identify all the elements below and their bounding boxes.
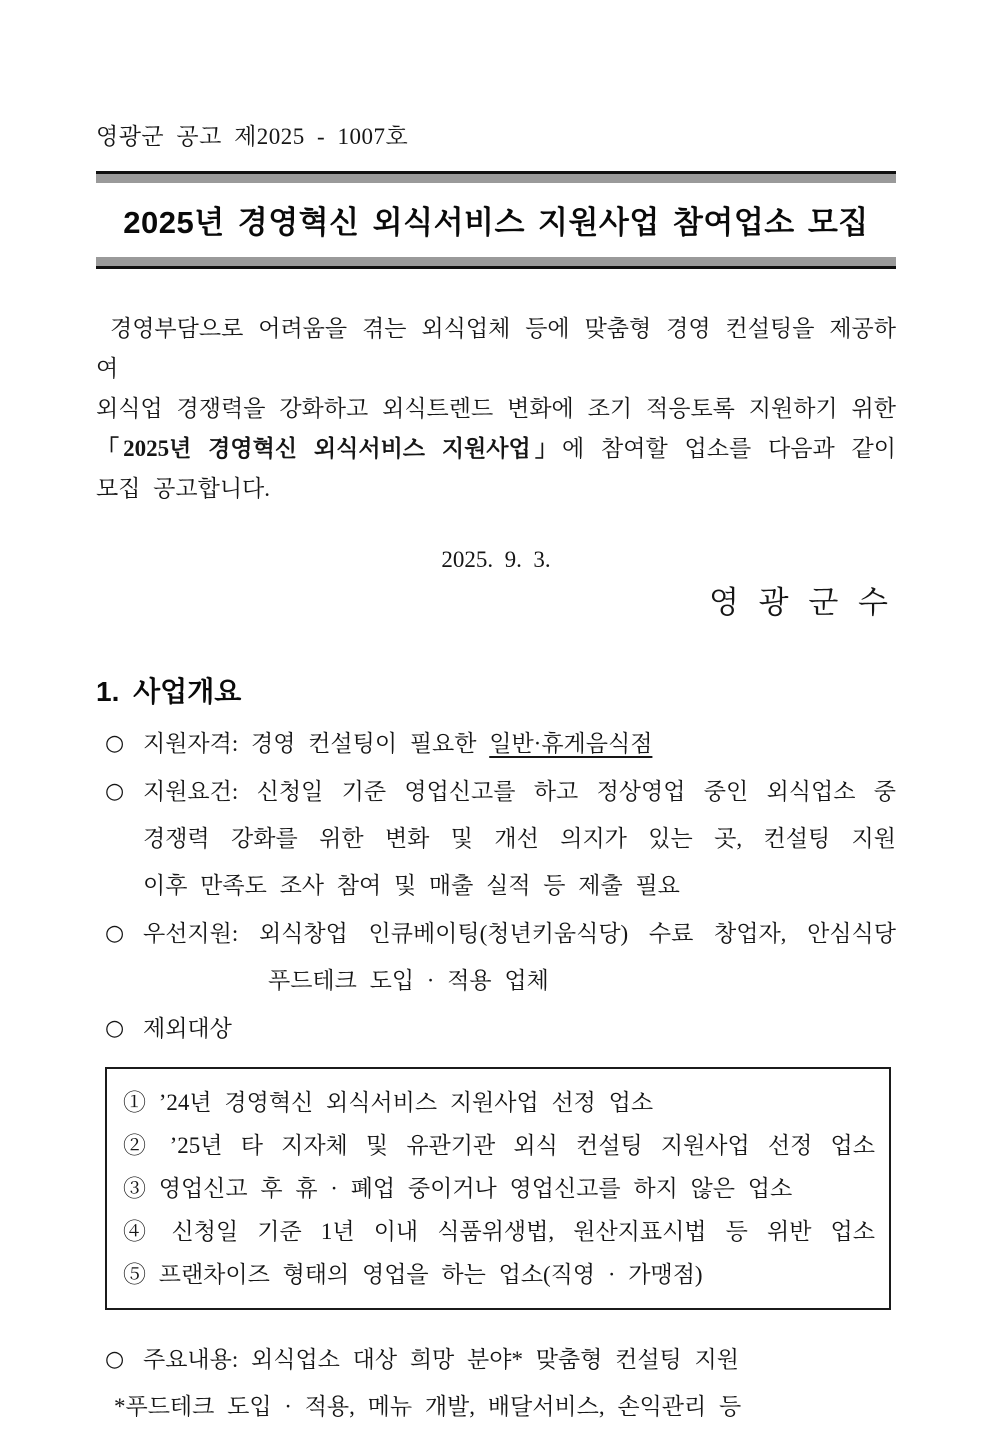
circle-bullet-icon: ○: [105, 921, 125, 946]
intro-line-3-rest: 에 참여할 업소를 다음과 같이: [561, 436, 896, 461]
qualification-underlined: 일반·휴게음식점: [489, 731, 653, 756]
intro-line-2: 외식업 경쟁력을 강화하고 외식트렌드 변화에 조기 적응토록 지원하기 위한: [96, 396, 896, 421]
bullet-requirement-text: [143, 768, 896, 909]
qualification-label: 지원자격: 경영 컨설팅이 필요한: [143, 731, 490, 756]
exclusion-item-3: ③ 영업신고 후 휴 · 폐업 중이거나 영업신고를 하지 않은 업소: [123, 1176, 793, 1201]
exclusion-item-1: ① ’24년 경영혁신 외식서비스 지원사업 선정 업소: [123, 1090, 654, 1115]
intro-line-3-bold: 「2025년 경영혁신 외식서비스 지원사업」: [96, 436, 562, 461]
circle-bullet-icon: ○: [105, 1016, 125, 1041]
title-block: [96, 171, 896, 269]
bullet-exclusion: [105, 1005, 896, 1052]
bullet-main-content-text: [143, 1336, 896, 1383]
exclusion-item-2: ② ’25년 타 지자체 및 유관기관 외식 컨설팅 지원사업 선정 업소: [123, 1133, 875, 1158]
exclusion-item-5: ⑤ 프랜차이즈 형태의 영업을 하는 업소(직영 · 가맹점): [123, 1262, 703, 1287]
requirement-line-3: 이후 만족도 조사 참여 및 매출 실적 등 제출 필요: [143, 873, 680, 898]
main-content-line: 주요내용: 외식업소 대상 희망 분야* 맞춤형 컨설팅 지원: [143, 1347, 739, 1372]
section-heading: 1. 사업개요: [96, 676, 242, 707]
requirement-line-2: 경쟁력 강화를 위한 변화 및 개선 의지가 있는 곳, 컨설팅 지원: [143, 826, 896, 851]
circle-bullet-icon: ○: [105, 731, 125, 756]
priority-line-1: 우선지원: 외식창업 인큐베이팅(청년키움식당) 수료 창업자, 안심식당: [143, 921, 896, 946]
requirement-line-1: 지원요건: 신청일 기준 영업신고를 하고 정상영업 중인 외식업소 중: [143, 779, 896, 804]
intro-line-1: 경영부담으로 어려움을 겪는 외식업체 등에 맞춤형 경영 컨설팅을 제공하여: [96, 316, 896, 381]
bullet-exclusion-text: [143, 1005, 896, 1052]
title-rule-bottom: [96, 257, 896, 269]
document-title: 2025년 경영혁신 외식서비스 지원사업 참여업소 모집: [123, 205, 869, 240]
circle-bullet-icon: ○: [105, 779, 125, 804]
bullet-priority: [105, 910, 896, 1004]
signer-name: 영 광 군 수: [708, 585, 894, 620]
priority-line-2: 푸드테크 도입 · 적용 업체: [268, 968, 549, 993]
notice-number: 영광군 공고 제2025 - 1007호: [96, 124, 409, 149]
exclusion-label: 제외대상: [143, 1016, 232, 1041]
exclusion-item-4: ④ 신청일 기준 1년 이내 식품위생법, 원산지표시법 등 위반 업소: [123, 1219, 875, 1244]
circle-bullet-icon: ○: [105, 1347, 125, 1372]
bullet-qualification-text: [143, 720, 896, 767]
qualification-line: [143, 720, 896, 767]
document-content: [96, 0, 896, 1430]
footnote: *푸드테크 도입 · 적용, 메뉴 개발, 배달서비스, 손익관리 등: [114, 1394, 742, 1419]
intro-paragraph: [96, 309, 896, 509]
section-bullets: [96, 720, 896, 1430]
title-rule-top: [96, 171, 896, 183]
bullet-requirement: [105, 768, 896, 909]
intro-line-4: 모집 공고합니다.: [96, 476, 271, 501]
exclusion-box: [105, 1067, 891, 1310]
notice-date: 2025. 9. 3.: [441, 547, 551, 572]
bullet-priority-text: [143, 910, 896, 1004]
bullet-qualification: [105, 720, 896, 767]
intro-line-3: [96, 429, 896, 469]
bullet-main-content: [105, 1336, 896, 1383]
